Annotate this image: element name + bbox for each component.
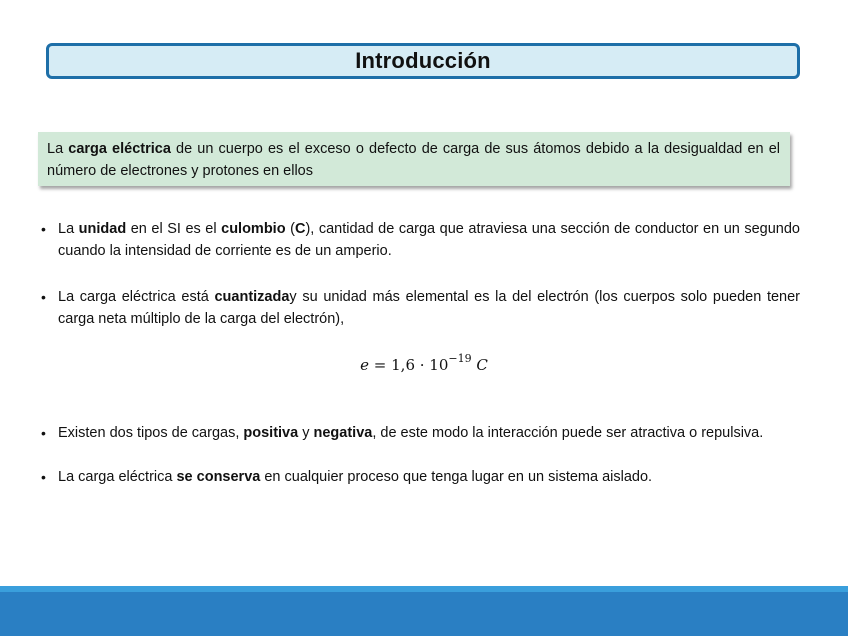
definition-text-1: La: [47, 141, 69, 157]
bullet-text: La carga eléctrica: [58, 469, 177, 485]
bullet-bold: positiva: [243, 425, 299, 441]
bullet-text: Existen dos tipos de cargas,: [58, 425, 244, 441]
page-title: Introducción: [355, 48, 491, 73]
bullet-text: en el SI es el: [126, 221, 222, 237]
bullet-bold: culombio: [221, 221, 286, 237]
title-banner: [46, 43, 800, 79]
bullet-bold: C: [294, 221, 306, 237]
bullet-text: La carga eléctrica está: [58, 289, 215, 305]
bullet-bold: se conserva: [176, 469, 261, 485]
bullet-text: y: [298, 425, 314, 441]
bullet-item-conservation: [40, 466, 800, 488]
bullet-item-types: [40, 422, 800, 444]
definition-box: [38, 132, 790, 186]
formula-unit: C: [471, 356, 488, 374]
bullet-text: ), cantidad de carga que atraviesa una sección de conductor en un segundo cuando la intensidad de corriente es de un amperio.: [58, 221, 800, 259]
electron-charge-formula: [0, 354, 848, 374]
bullet-bold: negativa: [313, 425, 373, 441]
formula-value: = 1,6 · 10: [369, 356, 449, 374]
bullet-bold: unidad: [78, 221, 127, 237]
bullet-text: (: [285, 221, 295, 237]
bullet-text: La: [58, 221, 79, 237]
bullet-text: , de este modo la interacción puede ser atractiva o repulsiva.: [372, 425, 764, 441]
bullet-list: [40, 218, 800, 488]
formula-exponent: −19: [448, 352, 472, 365]
formula-lhs: e: [360, 356, 370, 374]
bullet-item-quantized: [40, 286, 800, 330]
definition-text-2: de un cuerpo es el exceso o defecto de carga de sus átomos debido a la desigualdad en el número de electrones y protones en ellos: [47, 141, 780, 179]
bullet-text: en cualquier proceso que tenga lugar en un sistema aislado.: [260, 469, 653, 485]
bullet-text: y su unidad más elemental es la del electrón (los cuerpos solo pueden tener carga neta múltiplo de la carga del electrón),: [58, 289, 800, 327]
bullet-bold: cuantizada: [214, 289, 290, 305]
footer-bar: [0, 592, 848, 636]
bullet-item-unit: [40, 218, 800, 262]
definition-bold-term: carga eléctrica: [68, 141, 171, 157]
